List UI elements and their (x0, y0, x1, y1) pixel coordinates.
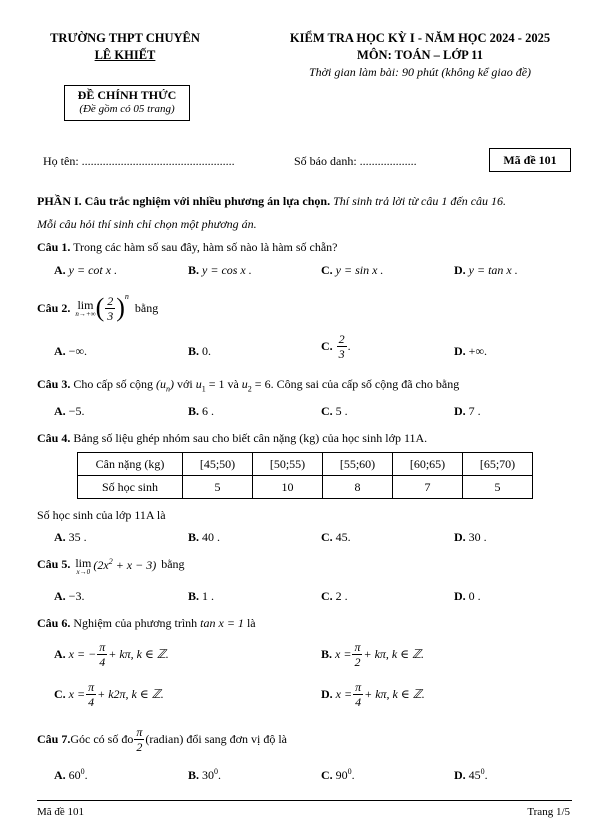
q5-stem: Câu 5. lim x→0 $(2x^2 + x - 3)$ bằng (37, 556, 185, 576)
q5-option-a: A. −3. (54, 589, 85, 603)
q6-option-a: A. x = − $\frac{\pi}{4}$ + kπ, k ∈ ℤ. (54, 640, 169, 669)
q7-option-d: D. $45^0$. (454, 767, 488, 782)
q2-option-d: D. +∞. (454, 344, 487, 358)
candidate-id-field: Số báo danh: ................... (294, 154, 417, 168)
q3-option-c: C. 5 . (321, 404, 348, 418)
exam-subject: MÔN: TOÁN – LỚP 11 (357, 48, 483, 62)
table-cell: [55;60) (323, 453, 393, 476)
school-name: TRƯỜNG THPT CHUYÊN (50, 31, 200, 45)
q5-option-b: B. 1 . (188, 589, 215, 603)
exam-code-box: Mã đề 101 (489, 148, 571, 172)
q2-option-c: C. $\frac{2}{3}$ . (321, 332, 351, 361)
q3-option-b: B. 6 . (188, 404, 215, 418)
q4-option-c: C. 45. (321, 530, 351, 544)
table-cell: [60;65) (393, 453, 463, 476)
part1-title: PHẦN I. Câu trắc nghiệm với nhiều phương án lựa chọn. Thí sinh trả lời từ câu 1 đến câu 16. (37, 194, 507, 208)
q4-option-b: B. 40 . (188, 530, 221, 544)
q7-option-c: C. $90^0$. (321, 767, 355, 782)
table-header-cell: Cân nặng (kg) (78, 453, 183, 476)
q2-option-b: B. 0. (188, 344, 212, 358)
table-cell: 8 (323, 476, 393, 499)
school-name-line2: LÊ KHIẾT (94, 48, 156, 62)
footer-code: Mã đề 101 (37, 806, 85, 818)
q2-fraction: $\frac{2}{3}$ (107, 293, 114, 323)
table-cell: [65;70) (463, 453, 533, 476)
exam-time: Thời gian làm bài: 90 phút (không kể giao đề) (308, 65, 532, 79)
table-cell: 10 (253, 476, 323, 499)
q6-option-b: B. x = $\frac{\pi}{2}$ + kπ, k ∈ ℤ. (321, 640, 425, 669)
q3-option-a: A. −5. (54, 404, 85, 418)
pages-note: (Đề gồm có 05 trang) (79, 103, 175, 115)
q4-question: Số học sinh của lớp 11A là (37, 508, 166, 522)
official-box (64, 85, 190, 121)
q7-option-b: B. $30^0$. (188, 767, 222, 782)
q1-stem: Câu 1. Trong các hàm số sau đây, hàm số nào là hàm số chẵn? (37, 240, 338, 254)
table-row (78, 453, 533, 476)
q1-option-c: C. y = sin x . (321, 263, 384, 277)
q5-option-d: D. 0 . (454, 589, 481, 603)
weight-table (77, 452, 533, 499)
q4-option-a: A. 35 . (54, 530, 87, 544)
q7-option-a: A. $60^0$. (54, 767, 88, 782)
table-cell: 5 (463, 476, 533, 499)
q6-option-c: C. x = $\frac{\pi}{4}$ + k2π, k ∈ ℤ. (54, 680, 164, 709)
official-label: ĐỀ CHÍNH THỨC (77, 88, 177, 102)
q6-option-d: D. x = $\frac{\pi}{4}$ + kπ, k ∈ ℤ. (321, 680, 425, 709)
table-cell: [50;55) (253, 453, 323, 476)
q4-stem: Câu 4. Bảng số liệu ghép nhóm sau cho biết cân nặng (kg) của học sinh lớp 11A. (37, 431, 428, 445)
table-cell: [45;50) (183, 453, 253, 476)
part1-instruction: Mỗi câu hỏi thí sinh chỉ chọn một phương án. (37, 217, 257, 231)
table-cell: 5 (183, 476, 253, 499)
q5-limit: lim x→0 (75, 556, 92, 576)
footer-divider (37, 800, 572, 801)
q6-stem: Câu 6. Nghiệm của phương trình tan x = 1 là (37, 616, 256, 630)
q2-option-a: A. −∞. (54, 344, 87, 358)
candidate-name-field: Họ tên: ................................................... (43, 154, 235, 168)
q5-option-c: C. 2 . (321, 589, 348, 603)
q1-option-a: A. y = cot x . (54, 263, 118, 277)
q7-stem: Câu 7. Góc có số đo $\frac{\pi}{2}$ (radian) đổi sang đơn vị độ là (37, 725, 288, 754)
q1-option-d: D. y = tan x . (454, 263, 518, 277)
footer-page: Trang 1/5 (527, 806, 570, 818)
table-header-cell: Số học sinh (78, 476, 183, 499)
q3-stem: Câu 3. Cho cấp số cộng $(u_n)$ với $u_1 = 1$ và $u_2 = 6$. Công sai của cấp số cộng đã cho bằng (37, 377, 460, 394)
q1-option-b: B. y = cos x . (188, 263, 252, 277)
exam-title: KIỂM TRA HỌC KỲ I - NĂM HỌC 2024 - 2025 (289, 31, 551, 45)
q3-option-d: D. 7 . (454, 404, 481, 418)
q4-option-d: D. 30 . (454, 530, 487, 544)
q2-stem: Câu 2. lim n→+∞ ( $\frac{2}{3}$ ) n bằng (37, 292, 159, 323)
q2-limit: lim n→+∞ (75, 297, 96, 318)
table-cell: 7 (393, 476, 463, 499)
table-row (78, 476, 533, 499)
